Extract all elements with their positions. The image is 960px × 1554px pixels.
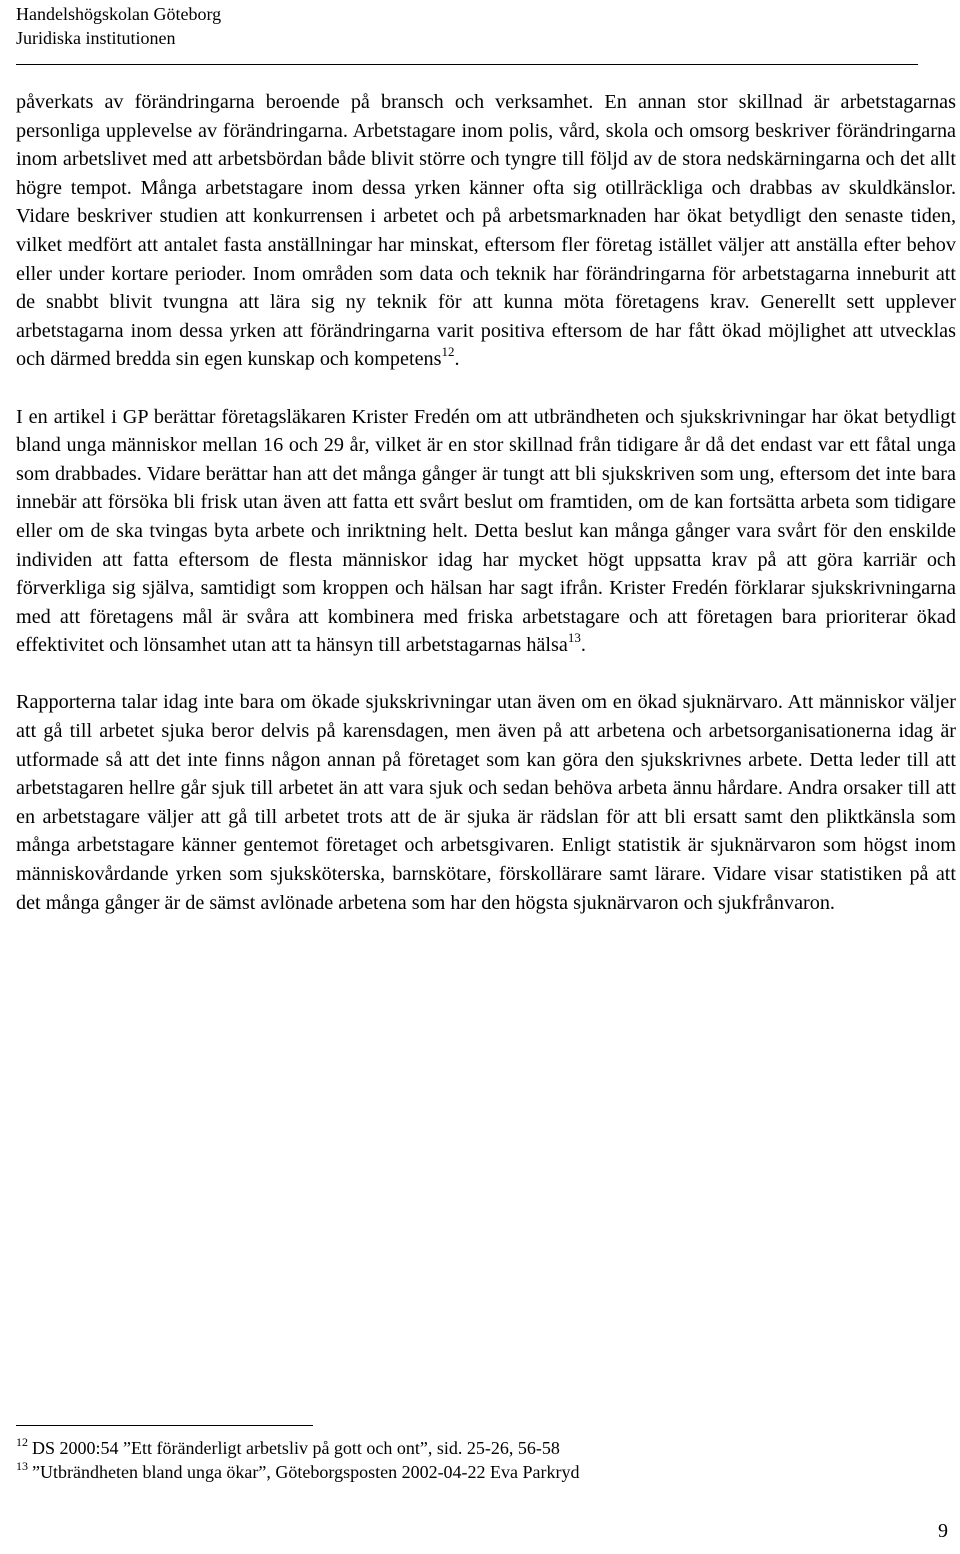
paragraph-text: Rapporterna talar idag inte bara om ökade sjukskrivningar utan även om en ökad sjuknärvaro. Att människor väljer att gå till arbetet sjuka beror delvis på karensdagen, men även på att arbetena och arbetsorganisationerna idag är utformade så att det inte finns någon annan på företaget som kan göra den sjukskrivnes arbete. Detta leder till att arbetstagaren hellre går sjuk till arbetet än att vara sjuk och sedan behöva arbeta ännu hårdare. Andra orsaker till att en arbetstagare väljer att gå till arbetet trots att de är sjuka är rädslan för att bli ersatt samt den pliktkänsla som många arbetstagare känner gentemot företaget och arbetsgivaren. Enligt statistik är sjuknärvaron som högst inom människovårdande yrken som sjuksköterska, barnskötare, förskollärare samt lärare. Vidare visar statistiken på att det många gånger är de sämst avlönade arbetena som har den högsta sjuknärvaron och sjukfrånvaron. (16, 691, 956, 914)
footnote (16, 1460, 580, 1484)
header-school: Handelshögskolan Göteborg (16, 4, 222, 24)
header-divider (16, 64, 918, 65)
page-header (16, 2, 221, 50)
paragraph-text: I en artikel i GP berättar företagsläkaren Krister Fredén om att utbrändheten och sjukskrivningar har ökat betydligt bland unga människor mellan 16 och 29 år, vilket är en stor skillnad från tidigare år då det endast var ett fåtal unga som drabbades. Vidare berättar han att det många gånger är tungt att bli sjukskriven som ung, eftersom det inte bara innebär att försöka bli frisk utan även att fatta ett svårt beslut om framtiden, om de kan fortsätta arbeta som tidigare eller om de ska tvingas byta arbete och inriktning helt. Detta beslut kan många gånger vara svårt för den enskilde individen att fatta eftersom de flesta människor idag har mycket högt uppsatta krav på att göra karriär och förverkliga sig själva, samtidigt som kroppen och hälsan har sagt ifrån. Krister Fredén förklarar sjukskrivningarna med att företagens mål är svåra att kombinera med friska arbetstagare och att företagen bara prioriterar ökad effektivitet och lönsamhet utan att ta hänsyn till arbetstagarnas hälsa (16, 405, 956, 657)
footnote-divider (16, 1425, 313, 1426)
footnote-text: ”Utbrändheten bland unga ökar”, Göteborgsposten 2002-04-22 Eva Parkryd (32, 1462, 580, 1482)
footnote-number: 13 (16, 1459, 28, 1473)
footnote-reference: 12 (441, 344, 455, 360)
paragraph (16, 88, 956, 374)
page-number: 9 (938, 1520, 948, 1542)
footnotes (16, 1436, 580, 1484)
footnote-reference: 13 (567, 630, 581, 646)
body-text (16, 88, 956, 917)
footnote-number: 12 (16, 1435, 28, 1449)
paragraph-tail: . (454, 348, 460, 371)
footnote (16, 1436, 580, 1460)
footnote-text: DS 2000:54 ”Ett föränderligt arbetsliv på gott och ont”, sid. 25-26, 56-58 (32, 1438, 560, 1458)
paragraph-tail: . (580, 634, 586, 657)
paragraph-text: påverkats av förändringarna beroende på bransch och verksamhet. En annan stor skillnad är arbetstagarnas personliga upplevelse av förändringarna. Arbetstagare inom polis, vård, skola och omsorg beskriver förändringarna inom arbetslivet med att arbetsbördan både blivit större och tyngre till följd av de stora nedskärningarna och det allt högre tempot. Många arbetstagare inom dessa yrken känner ofta sig otillräckliga och drabbas av skuldkänslor. Vidare beskriver studien att konkurrensen i arbetet och på arbetsmarknaden har ökat betydligt den senaste tiden, vilket medfört att antalet fasta anställningar har minskat, eftersom fler företag istället väljer att anställa efter behov eller under kortare perioder. Inom områden som data och teknik har förändringarna för arbetstagarna inneburit att de snabbt blivit tvungna att lära sig ny teknik för att kunna möta företagens krav. Generellt sett upplever arbetstagarna inom dessa yrken att förändringarna varit positiva eftersom de har fått ökad möjlighet att utvecklas och därmed bredda sin egen kunskap och kompetens (16, 91, 956, 371)
paragraph (16, 403, 956, 660)
paragraph (16, 688, 956, 917)
header-department: Juridiska institutionen (16, 28, 176, 48)
